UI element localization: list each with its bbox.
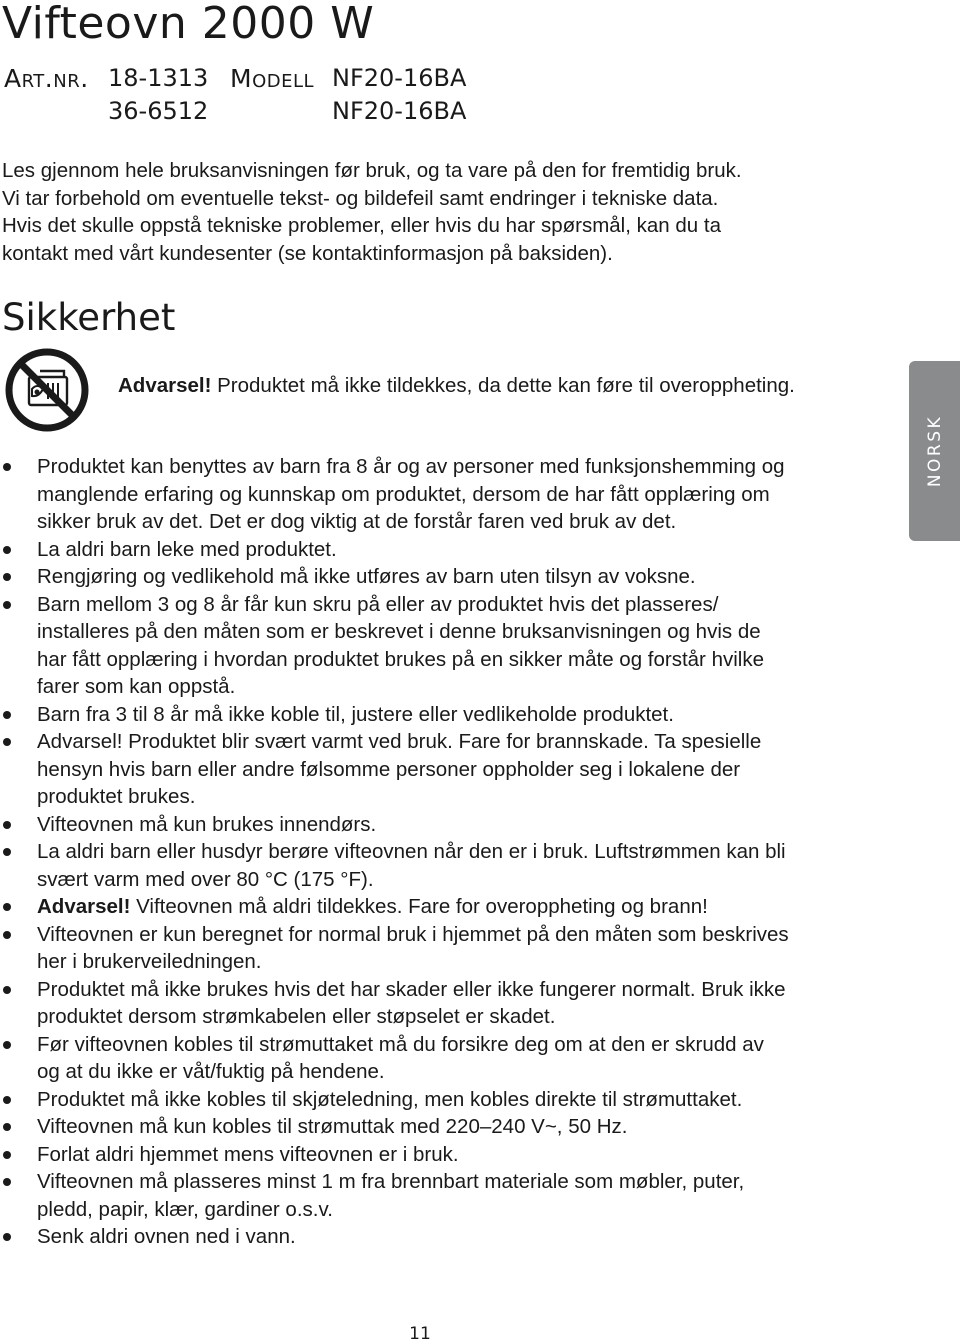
warning-text: Vifteovnen må aldri tildekkes. Fare for overoppheting og brann! — [130, 895, 708, 918]
list-item-line: produktet dersom strømkabelen eller støpselet er skadet. — [37, 1005, 556, 1028]
list-item — [0, 1086, 900, 1114]
list-item — [0, 1113, 900, 1141]
list-item-line: farer som kan oppstå. — [37, 675, 236, 698]
list-item — [0, 1223, 900, 1251]
no-cover-warning-icon — [4, 347, 90, 433]
page-number: 11 — [409, 1324, 431, 1344]
list-item-line: Produktet må ikke brukes hvis det har skader eller ikke fungerer normalt. Bruk ikke — [37, 977, 786, 1001]
list-item-line: Vifteovnen må kun brukes innendørs. — [37, 812, 377, 836]
modell-label: Modell — [230, 64, 315, 93]
list-item-line: Vifteovnen må plasseres minst 1 m fra brennbart materiale som møbler, puter, — [37, 1170, 745, 1193]
list-item-line: her i brukerveiledningen. — [37, 950, 262, 973]
art-nr-label: Art.nr. — [4, 64, 89, 93]
list-item-line: produktet brukes. — [37, 785, 196, 808]
list-item-line: Rengjøring og vedlikehold må ikke utføres av barn uten tilsyn av voksne. — [37, 565, 696, 588]
list-item — [0, 591, 900, 701]
document-title: Vifteovn 2000 W — [2, 0, 375, 49]
cover-warning — [118, 372, 795, 399]
modell-value: NF20-16BA — [332, 97, 467, 125]
list-item-line: sikker bruk av det. Det er dog viktig at de forstår faren ved bruk av det. — [37, 510, 677, 533]
art-nr-value: 18-1313 — [108, 64, 209, 92]
list-item — [0, 728, 900, 811]
art-nr-value: 36-6512 — [108, 97, 209, 125]
list-item-line: La aldri barn eller husdyr berøre vifteovnen når den er i bruk. Luftstrømmen kan bli — [37, 840, 786, 863]
intro-line: kontakt med vårt kundesenter (se kontaktinformasjon på baksiden). — [2, 241, 613, 265]
list-item — [0, 921, 900, 976]
language-tab-label: NORSK — [924, 414, 945, 488]
list-item — [0, 838, 900, 893]
list-item-line: La aldri barn leke med produktet. — [37, 537, 337, 561]
intro-line: Vi tar forbehold om eventuelle tekst- og bildefeil samt endringer i tekniske data. — [2, 186, 719, 210]
list-item-line: Senk aldri ovnen ned i vann. — [37, 1225, 296, 1248]
section-heading-safety: Sikkerhet — [2, 296, 176, 339]
list-item — [0, 701, 900, 729]
list-item — [0, 811, 900, 839]
intro-line: Les gjennom hele bruksanvisningen før bruk, og ta vare på den for fremtidig bruk. — [2, 159, 742, 182]
list-item — [0, 563, 900, 591]
list-item-line: manglende erfaring og kunnskap om produktet, dersom de har fått opplæring om — [37, 482, 770, 506]
list-item — [0, 976, 900, 1031]
safety-instructions-list — [0, 453, 900, 1251]
list-item-line: svært varm med over 80 °C (175 °F). — [37, 867, 374, 891]
language-tab — [909, 361, 960, 541]
list-item-line: hensyn hvis barn eller andre følsomme personer oppholder seg i lokalene der — [37, 757, 741, 781]
intro-line: Hvis det skulle oppstå tekniske problemer, eller hvis du har spørsmål, kan du ta — [2, 214, 721, 237]
list-item-line — [37, 893, 900, 921]
list-item-line: Vifteovnen er kun beregnet for normal bruk i hjemmet på den måten som beskrives — [37, 922, 789, 946]
intro-paragraph — [2, 157, 882, 267]
list-item-line: Forlat aldri hjemmet mens vifteovnen er i bruk. — [37, 1142, 459, 1166]
list-item — [0, 1168, 900, 1223]
list-item-line: Produktet må ikke kobles til skjøteledning, men kobles direkte til strømuttaket. — [37, 1087, 743, 1111]
warning-label: Advarsel! — [118, 374, 212, 397]
list-item — [0, 1031, 900, 1086]
list-item-line: har fått opplæring i hvordan produktet brukes på en sikker måte og forstår hvilke — [37, 647, 764, 671]
warning-label: Advarsel! — [37, 895, 131, 918]
list-item-line: Før vifteovnen kobles til strømuttaket må du forsikre deg om at den er skrudd av — [37, 1032, 764, 1056]
list-item — [0, 1141, 900, 1169]
list-item-line: Vifteovnen må kun kobles til strømuttak med 220–240 V~, 50 Hz. — [37, 1115, 628, 1138]
list-item — [0, 536, 900, 564]
list-item-line: pledd, papir, klær, gardiner o.s.v. — [37, 1197, 333, 1221]
list-item — [0, 453, 900, 536]
list-item-line: og at du ikke er våt/fuktig på hendene. — [37, 1060, 385, 1083]
list-item-line: Advarsel! Produktet blir svært varmt ved bruk. Fare for brannskade. Ta spesielle — [37, 730, 762, 753]
list-item — [0, 893, 900, 921]
modell-value: NF20-16BA — [332, 64, 467, 92]
list-item-line: Barn mellom 3 og 8 år får kun skru på eller av produktet hvis det plasseres/ — [37, 592, 719, 616]
list-item-line: Produktet kan benyttes av barn fra 8 år og av personer med funksjonshemming og — [37, 455, 785, 478]
list-item-line: Barn fra 3 til 8 år må ikke koble til, justere eller vedlikeholde produktet. — [37, 702, 674, 726]
list-item-line: installeres på den måten som er beskrevet i denne bruksanvisningen og hvis de — [37, 620, 761, 643]
warning-text: Produktet må ikke tildekkes, da dette kan føre til overoppheting. — [211, 374, 795, 397]
